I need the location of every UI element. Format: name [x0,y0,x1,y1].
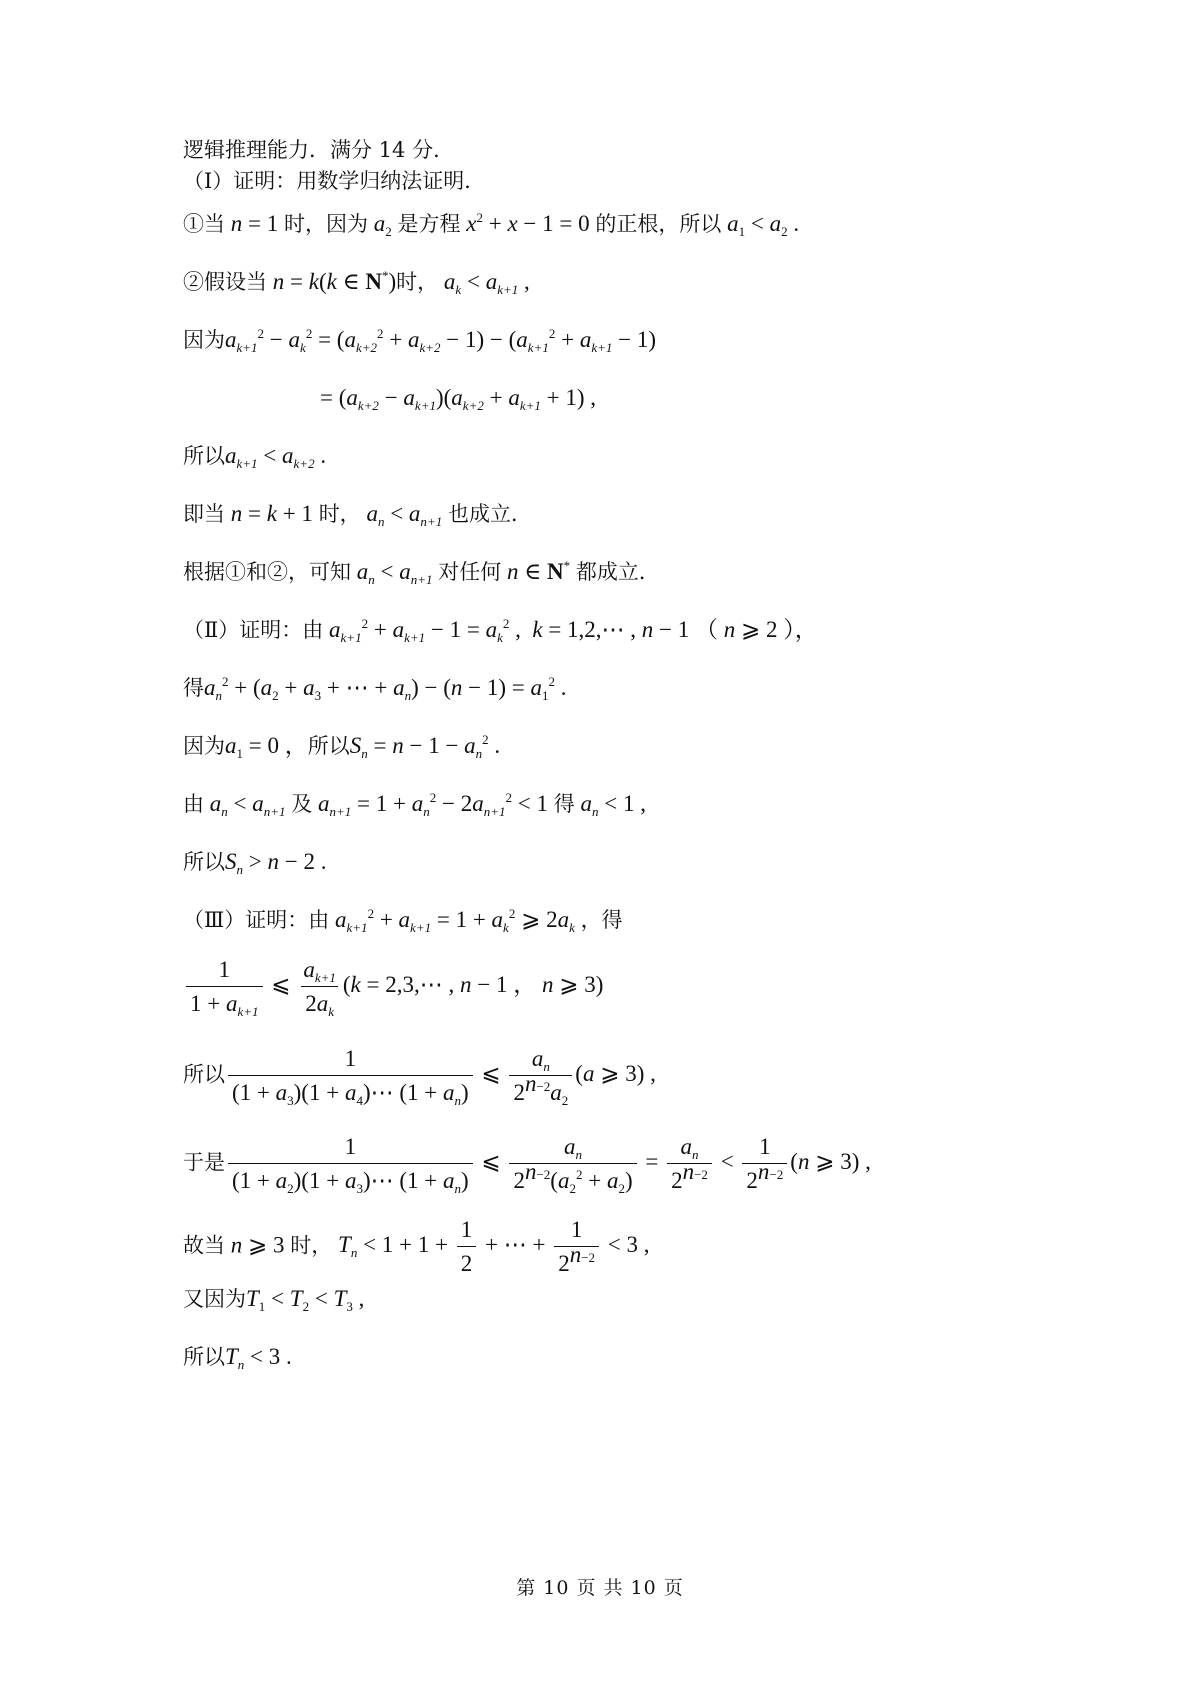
frac-line-2: 所以 $\frac{1}{(1 + a_3)(1 + a_4)\cdots (1 + a_n)}$ ⩽ $\frac{a_n}{2^{n-2}a_2}$ (a ⩾ 3) , [183,1046,656,1109]
so-text: 所以 [183,1345,225,1369]
eq-line-4: 即当 n = k + 1 时， $a_n < a_{n+1}$ 也成立． [183,501,532,529]
step2-prefix: ②假设当 [183,270,267,294]
for-any-text: 对任何 [438,560,502,584]
part1-title: （Ⅰ）证明：用数学归纳法证明． [183,169,486,193]
eq-line-6: 因为$a_1 = 0$ ，所以$S_n = n - 1 - a_n^2$ . [183,732,501,761]
conclusion-line-1: 根据①和②，可知 $a_n < a_{n+1}$ 对任何 n ∈ N* 都成立． [183,558,660,587]
by-text: 由 [183,792,204,816]
step2-text: 时， [396,270,439,294]
step1-text: 时，因为 [283,212,368,236]
because-text: 因为 [183,328,225,352]
so-text: 所以 [183,1062,225,1087]
step1-text: 是方程 [397,212,461,236]
frac-line-1: $\frac{1}{1 + a_{k+1}}$ ⩽ $\frac{a_{k+1}}{2a_k}$ (k = 2,3,⋯ , n − 1 ， n ⩾ 3) [183,958,603,1016]
then-text: 即当 [183,502,225,526]
so-text: 所以 [183,444,225,468]
by-steps-text: 根据①和②，可知 [183,560,351,584]
so-text: 所以 [183,850,225,874]
eq-line-8: 所以$S_n > n - 2$ . [183,849,327,877]
eq-line-9: 又因为$T_1 < T_2 < T_3$ , [183,1286,365,1314]
get-text: 得 [183,676,204,700]
when-text: 时， [318,502,361,526]
because-text: 因为 [183,734,225,758]
eq-line-5: 得$a_n^2 + (a_2 + a_3$ + ⋯ + $a_n) - (n - 1) = a_1^2$ . [183,674,567,703]
sum-line: 故当 n ⩾ 3 时， $T_n < 1 + 1$ + $\frac{1}{2}$ + ⋯ + $\frac{1}{2^{n-2}}$ < 3 , [183,1217,650,1277]
all-hold-text: 都成立． [575,560,660,584]
step1-line: ①当 n = 1 时，因为 $a_2$ 是方程 $x^2 + x - 1 = 0$ 的正根，所以 $a_1 < a_2$ . [183,210,800,239]
thus-text: 于是 [183,1150,225,1175]
part3-prefix: （Ⅲ）证明：由 [183,908,330,932]
part2-line: （Ⅱ）证明：由 $a_{k+1}^2 + a_{k+1} - 1 = a_k^2$ , k = 1,2,⋯ , n − 1 （ n ⩾ 2 ）， [183,616,818,645]
intro-line: 逻辑推理能力．满分 14 分． [183,138,455,162]
so-text: 所以 [307,734,350,758]
final-line: 所以$T_n < 3$ . [183,1344,292,1372]
holds-text: 也成立． [447,502,532,526]
eq-line-3: 所以$a_{k+1} < a_{k+2}$ . [183,443,327,471]
hence-text: 故当 [183,1233,225,1258]
get-text: ，得 [580,908,623,932]
and-text: 及 [291,792,313,816]
eq-line-1: 因为$a_{k+1}^2 - a_k^2 = (a_{k+2}^2 + a_{k+2} - 1) - (a_{k+1}^2 + a_{k+1} - 1)$ [183,326,657,355]
part2-prefix: （Ⅱ）证明：由 [183,618,324,642]
also-because-text: 又因为 [183,1287,246,1311]
part3-line: （Ⅲ）证明：由 $a_{k+1}^2 + a_{k+1} = 1 + a_k^2$ ⩾ $2a_k$ ，得 [183,906,623,935]
when-text: 时， [290,1233,333,1258]
step1-prefix: ①当 [183,212,225,236]
frac-line-3: 于是 $\frac{1}{(1 + a_2)(1 + a_3)\cdots (1 + a_n)}$ ⩽ $\frac{a_n}{2^{n-2}(a_2^2 + a_2)}$ = $\frac{a_n}{2^{n-2}}$ < $\frac{1}{2^{n-2}}$ (n ⩾ 3) , [183,1134,871,1197]
eq-line-2: = $(a_{k+2} - a_{k+1})(a_{k+2} + a_{k+1} + 1)$ , [320,385,597,413]
get-text: 得 [553,792,575,816]
step2-line: ②假设当 n = k(k ∈ N*)时， $a_k < a_{k+1}$ , [183,268,530,297]
step1-text: 的正根，所以 [595,212,722,236]
page-footer: 第 10 页 共 10 页 [516,1577,684,1599]
eq-line-7: 由 $a_n < a_{n+1}$ 及 $a_{n+1} = 1 + a_n^2 - 2a_{n+1}^2 < 1$ 得 $a_n < 1$ , [183,790,646,819]
